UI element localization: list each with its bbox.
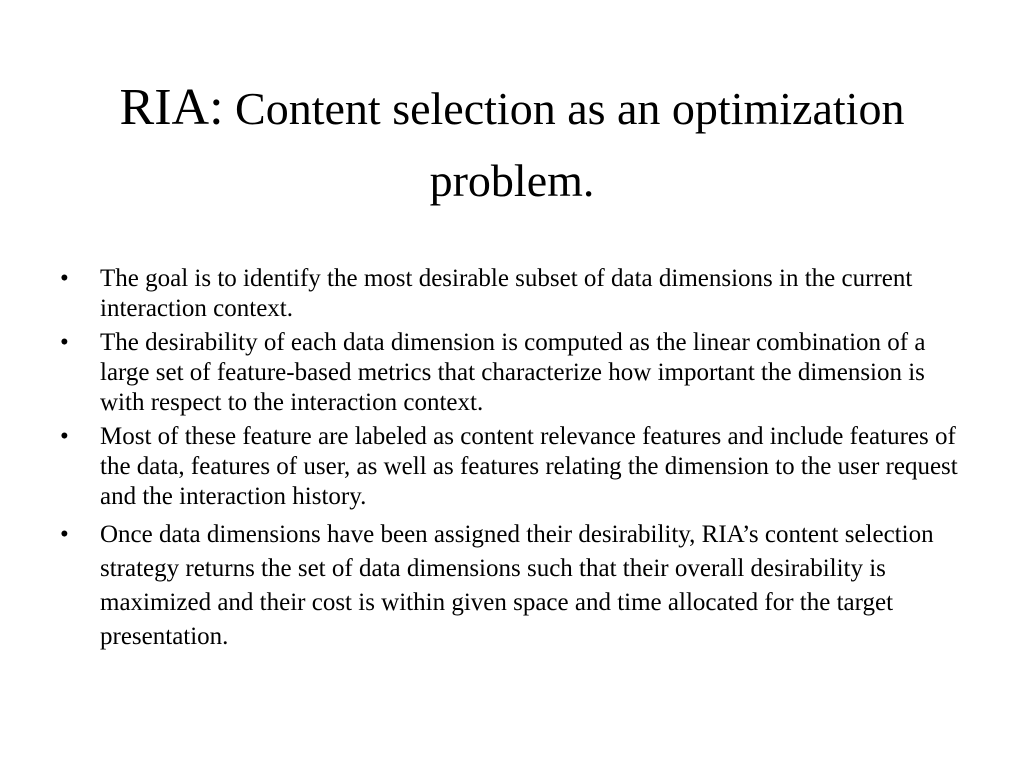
bullet-marker: •	[60, 265, 69, 292]
bullet-list	[58, 264, 958, 658]
bullet-item	[58, 422, 958, 512]
bullet-text: The desirability of each data dimension is computed as the linear combination of a large set of feature-based metrics that characterize how important the dimension is with respect to the interaction context.	[100, 329, 926, 416]
bullet-item	[58, 518, 958, 654]
slide-title-rest: Content selection as an optimization problem.	[223, 83, 905, 206]
bullet-text: The goal is to identify the most desirable subset of data dimensions in the current interaction context.	[100, 265, 913, 322]
slide-title	[60, 74, 964, 219]
bullet-text: Once data dimensions have been assigned their desirability, RIA’s content selection strategy returns the set of data dimensions such that their overall desirability is maximized and their cost is within given space and time allocated for the target presentation.	[100, 521, 934, 650]
bullet-marker: •	[60, 521, 69, 548]
slide-title-prefix: RIA:	[119, 79, 224, 136]
bullet-item	[58, 328, 958, 418]
bullet-item	[58, 264, 958, 324]
bullet-marker: •	[60, 329, 69, 356]
bullet-text: Most of these feature are labeled as content relevance features and include features of the data, features of user, as well as features relating the dimension to the user request and the interaction history.	[100, 423, 958, 510]
bullet-marker: •	[60, 423, 69, 450]
